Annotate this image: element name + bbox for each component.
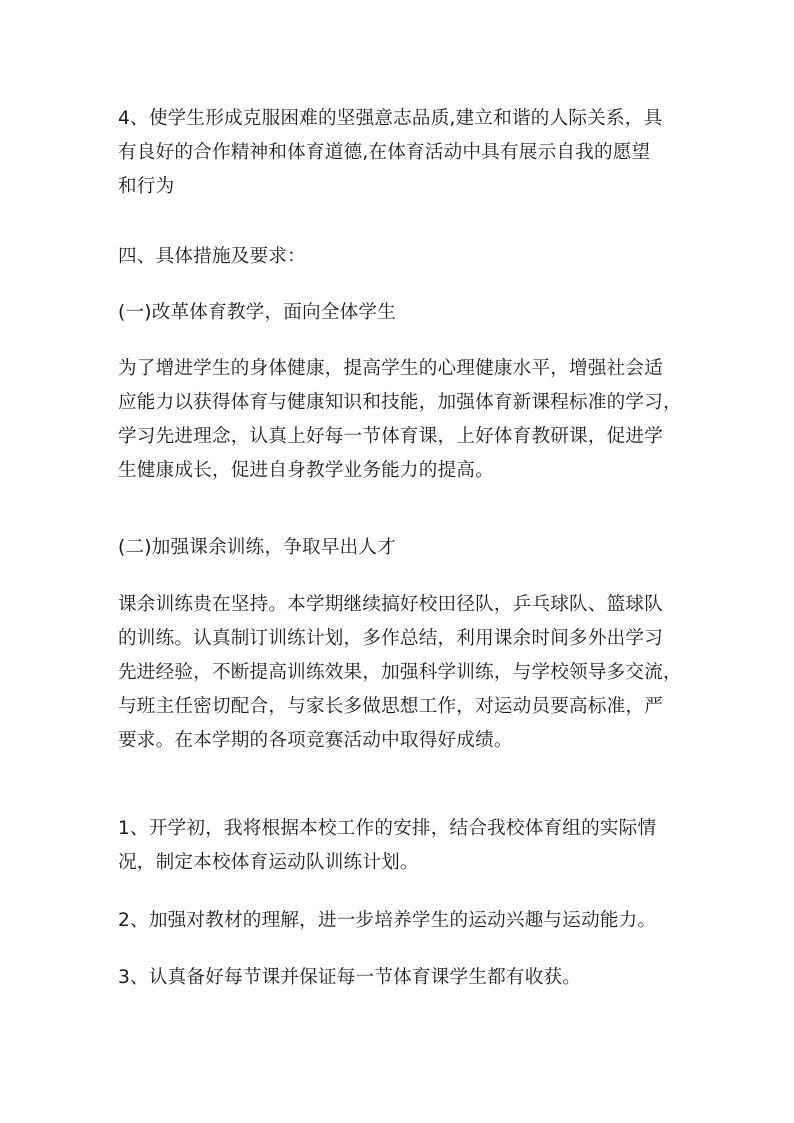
text-line: 4、使学生形成克服困难的坚强意志品质,建立和谐的人际关系，具: [118, 108, 663, 129]
list-item-3: [118, 961, 688, 995]
text-line: 生健康成长，促进自身教学业务能力的提高。: [118, 460, 494, 481]
section-heading-measures: [118, 240, 688, 274]
text-line: 课余训练贵在坚持。本学期继续搞好校田径队，乒乓球队、篮球队: [118, 594, 664, 615]
text-line: 2、加强对教材的理解，进一步培养学生的运动兴趣与运动能力。: [118, 910, 657, 931]
text-line: 和行为: [118, 176, 175, 197]
text-line: 与班主任密切配合，与家长多做思想工作，对运动员要高标准，严: [118, 696, 664, 717]
list-item-1: [118, 812, 688, 880]
text-line: 要求。在本学期的各项竞赛活动中取得好成绩。: [118, 730, 513, 751]
text-line: 先进经验，不断提高训练效果，加强科学训练，与学校领导多交流，: [118, 662, 682, 683]
text-line: 应能力以获得体育与健康知识和技能，加强体育新课程标准的学习，: [118, 392, 682, 413]
heading-text: (一)改革体育教学，面向全体学生: [118, 302, 397, 323]
text-line: 学习先进理念，认真上好每一节体育课，上好体育教研课，促进学: [118, 426, 664, 447]
text-line: 1、开学初，我将根据本校工作的安排，结合我校体育组的实际情: [118, 818, 657, 839]
text-line: 为了增进学生的身体健康，提高学生的心理健康水平，增强社会适: [118, 358, 664, 379]
subheading-after-school-training: [118, 531, 688, 565]
list-item-2: [118, 904, 688, 938]
text-line: 有良好的合作精神和体育道德,在体育活动中具有展示自我的愿望: [118, 142, 651, 163]
heading-text: 四、具体措施及要求：: [118, 246, 306, 267]
text-line: 况，制定本校体育运动队训练计划。: [118, 852, 419, 873]
text-line: 的训练。认真制订训练计划，多作总结，利用课余时间多外出学习: [118, 628, 664, 649]
paragraph-after-school-training: [118, 588, 688, 758]
paragraph-teaching-reform: [118, 352, 688, 488]
text-line: 3、认真备好每节课并保证每一节体育课学生都有收获。: [118, 967, 582, 988]
heading-text: (二)加强课余训练，争取早出人才: [118, 537, 397, 558]
subheading-teaching-reform: [118, 296, 688, 330]
paragraph-goal-4: [118, 102, 688, 204]
